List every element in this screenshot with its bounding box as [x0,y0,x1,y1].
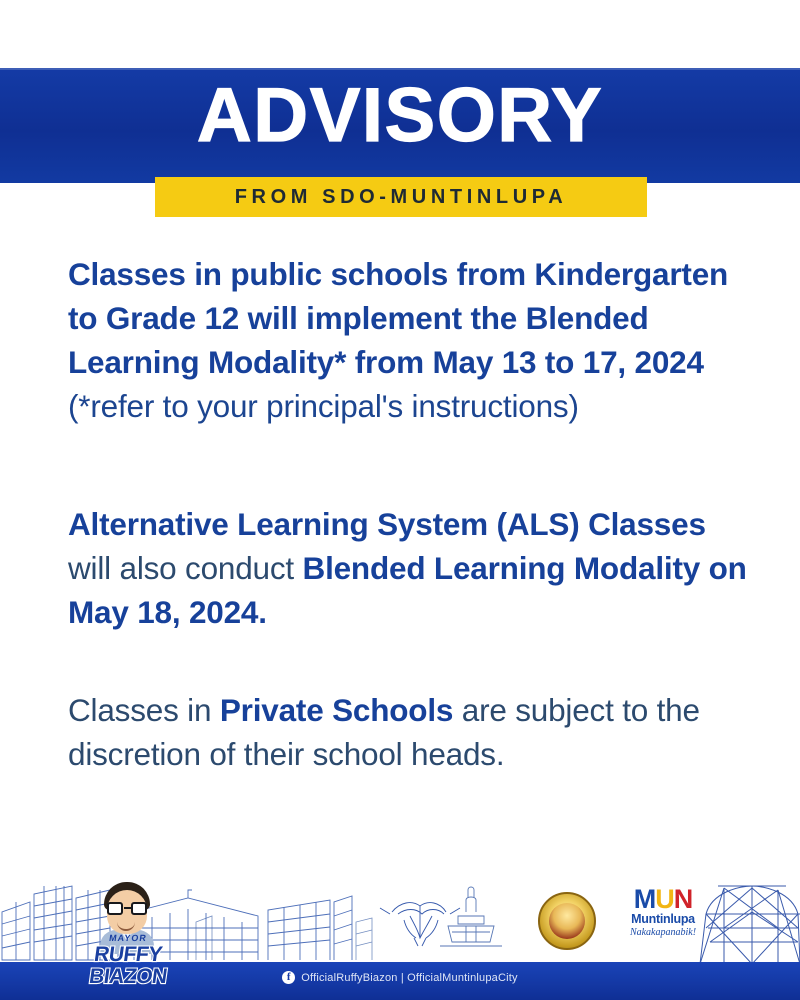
page-title: ADVISORY [196,73,604,158]
paragraph-private-schools [68,688,748,776]
mun-letter-m: M [633,884,656,914]
mun-wordmark [617,886,709,912]
paragraph2-segment1: Alternative Learning System (ALS) Classes [68,506,706,542]
paragraph2-segment2: will also conduct [68,550,303,586]
paragraph3-segment2: Private Schools [219,692,454,728]
from-banner [155,177,647,217]
mayor-first-name: RUFFY [92,943,164,966]
mun-city-name: Muntinlupa [631,912,695,926]
mayor-name-label [58,934,198,987]
paragraph3-segment1: Classes in [68,692,220,728]
lattice-arch-illustration [700,886,800,964]
from-banner-label: FROM SDO-MUNTINLUPA [234,185,568,208]
footer [0,872,800,1000]
muntinlupa-city-seal-icon [538,892,596,950]
paragraph2-segment3: Blended Learning Modality on May 18, 2024. [68,550,747,630]
paragraph-als-classes [68,502,748,634]
mun-tagline: Nakakapanabik! [629,927,697,938]
social-handles-text: OfficialRuffyBiazon | OfficialMuntinlupaCity [301,971,518,984]
paragraph1-note-text: (*refer to your principal's instructions) [68,388,579,424]
mayor-last-name: BIAZON [87,965,169,988]
eagle-illustration [380,903,460,946]
mun-letter-n: N [673,884,693,914]
glasses-icon [106,902,148,916]
mun-brand-logo [617,886,709,939]
facebook-icon[interactable]: f [282,971,295,984]
mun-letter-u: U [655,884,674,914]
mayor-title-text: MAYOR [108,933,148,943]
advisory-body [68,252,748,776]
paragraph3-segment3: are subject to the discretion of their school heads. [68,692,700,772]
paragraph1-bold-text: Classes in public schools from Kindergarten to Grade 12 will implement the Blended Learning Modality* from May 13 to 17, 2024 [68,256,729,380]
mayor-badge [58,882,198,988]
paragraph-public-schools [68,252,748,428]
monument-illustration [440,887,502,946]
